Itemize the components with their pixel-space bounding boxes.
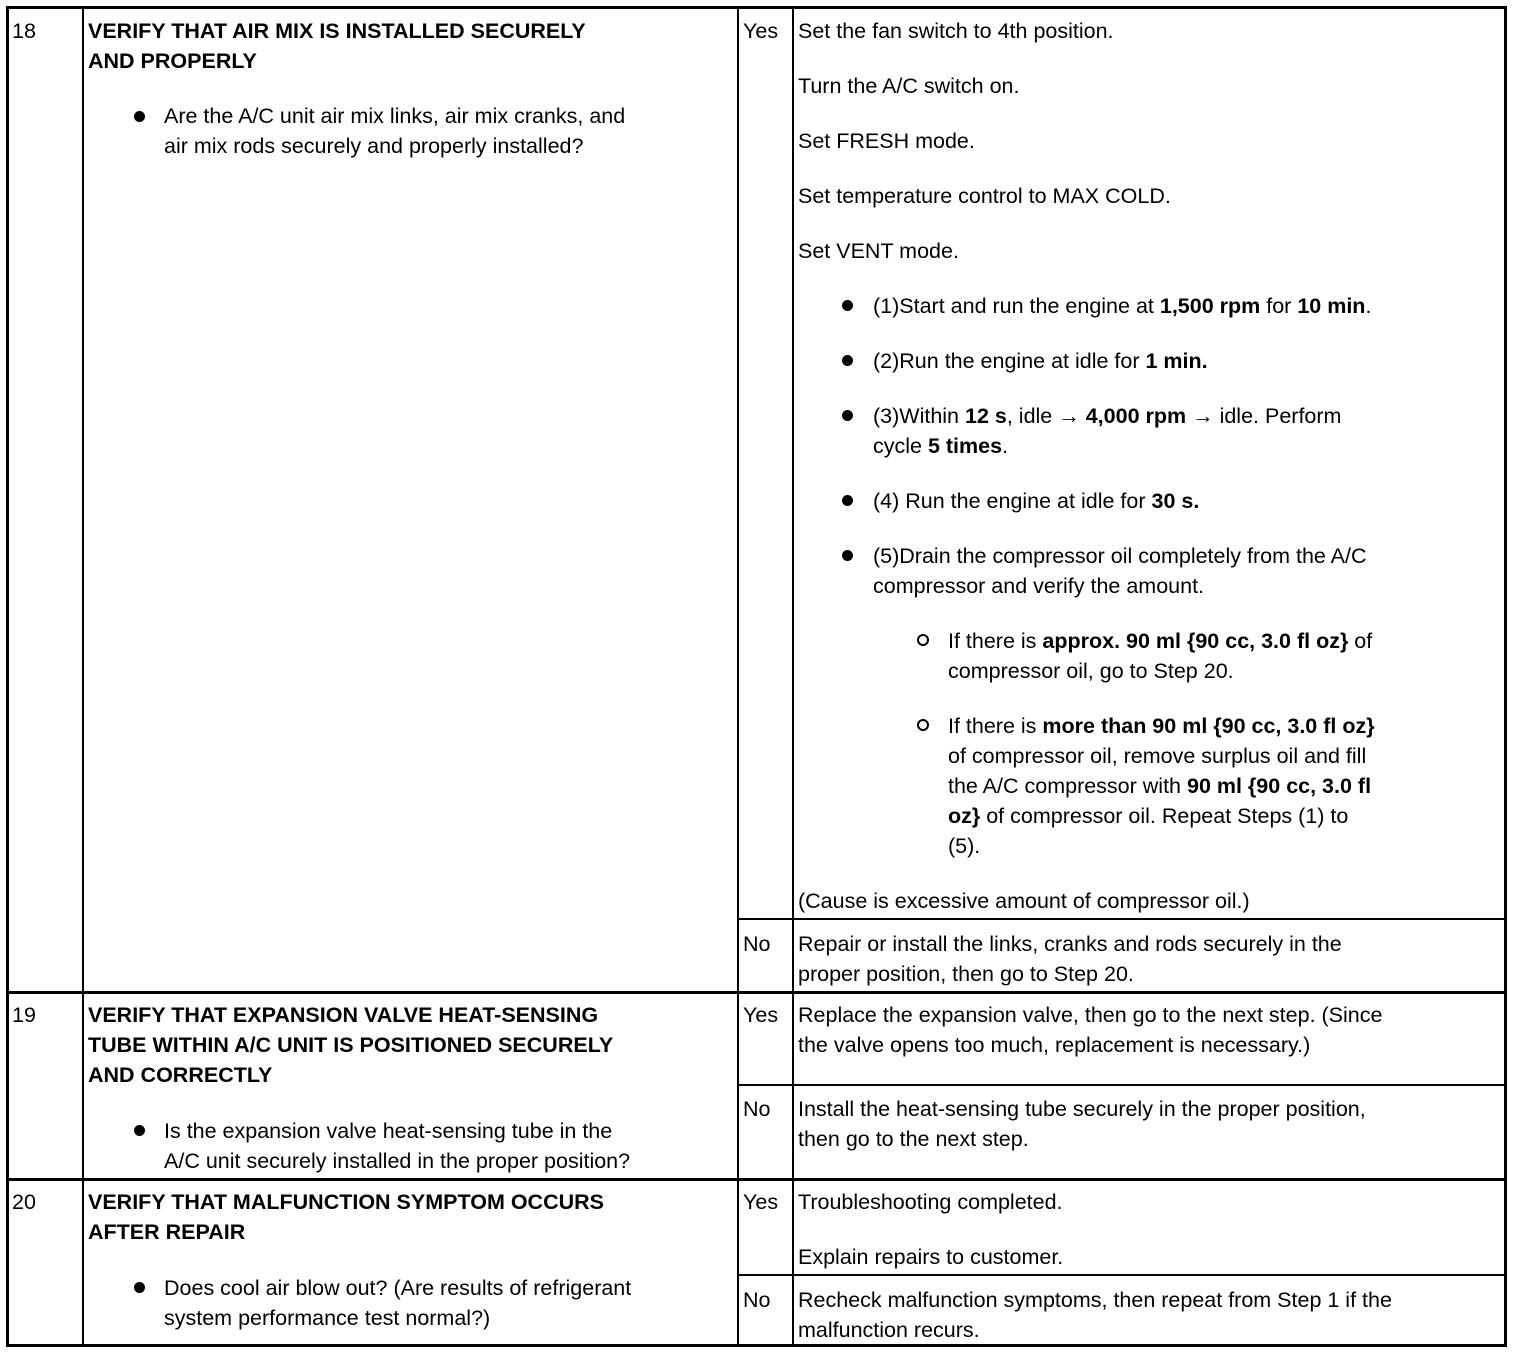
sub-sub-step: the A/C compressor with 90 ml {90 cc, 3.0 fl: [948, 774, 1372, 798]
sub-sub-step: If there is approx. 90 ml {90 cc, 3.0 fl oz} of: [948, 629, 1373, 653]
sub-step: (3)Within 12 s, idle → 4,000 rpm → idle. Perform: [873, 404, 1342, 428]
bullet-icon: [134, 1125, 145, 1136]
sub-step: cycle 5 times.: [873, 434, 1009, 458]
no-label: No: [743, 1097, 771, 1121]
sub-step: (5)Drain the compressor oil completely from the A/C: [873, 544, 1367, 568]
step-title: VERIFY THAT EXPANSION VALVE HEAT-SENSING: [88, 1003, 599, 1027]
row-divider: [9, 1178, 1504, 1181]
no-label: No: [743, 1288, 771, 1312]
step-title: AFTER REPAIR: [88, 1220, 246, 1244]
sub-step: (1)Start and run the engine at 1,500 rpm for 10 min.: [873, 294, 1372, 318]
sub-sub-step: of compressor oil, remove surplus oil and fill: [948, 744, 1367, 768]
column-divider: [737, 9, 739, 1344]
sub-step: compressor and verify the amount.: [873, 574, 1205, 598]
step-number: 18: [12, 19, 36, 43]
column-divider: [82, 9, 84, 1344]
question-text: Is the expansion valve heat-sensing tube in the: [164, 1119, 613, 1143]
cause-note: (Cause is excessive amount of compressor oil.): [798, 889, 1250, 913]
step-title: VERIFY THAT AIR MIX IS INSTALLED SECURELY: [88, 19, 586, 43]
sub-sub-step: If there is more than 90 ml {90 cc, 3.0 fl oz}: [948, 714, 1375, 738]
sub-step: (4) Run the engine at idle for 30 s.: [873, 489, 1200, 513]
step-title: VERIFY THAT MALFUNCTION SYMPTOM OCCURS: [88, 1190, 604, 1214]
row-divider: [737, 1274, 1504, 1276]
sub-sub-step: (5).: [948, 834, 981, 858]
action-text: then go to the next step.: [798, 1127, 1029, 1151]
action-text: Set temperature control to MAX COLD.: [798, 184, 1171, 208]
row-divider: [737, 1084, 1504, 1086]
column-divider: [792, 9, 794, 1344]
action-text: Set the fan switch to 4th position.: [798, 19, 1114, 43]
action-text: Replace the expansion valve, then go to the next step. (Since: [798, 1003, 1383, 1027]
row-divider: [737, 918, 1504, 920]
sub-sub-step: compressor oil, go to Step 20.: [948, 659, 1234, 683]
sub-step: (2)Run the engine at idle for 1 min.: [873, 349, 1208, 373]
action-text: malfunction recurs.: [798, 1318, 980, 1342]
action-text: proper position, then go to Step 20.: [798, 962, 1134, 986]
bullet-icon: [842, 495, 853, 506]
sub-sub-step: oz} of compressor oil. Repeat Steps (1) to: [948, 804, 1349, 828]
bullet-icon: [842, 410, 853, 421]
yes-label: Yes: [743, 1003, 779, 1027]
action-text: Set VENT mode.: [798, 239, 959, 263]
yes-label: Yes: [743, 19, 779, 43]
bullet-icon: [842, 300, 853, 311]
action-text: the valve opens too much, replacement is necessary.): [798, 1033, 1311, 1057]
step-title: AND CORRECTLY: [88, 1063, 273, 1087]
row-divider: [9, 991, 1504, 994]
bullet-icon: [134, 111, 145, 122]
question-text: system performance test normal?): [164, 1306, 491, 1330]
circle-bullet-icon: [917, 634, 929, 646]
step-title: TUBE WITHIN A/C UNIT IS POSITIONED SECURELY: [88, 1033, 614, 1057]
action-text: Repair or install the links, cranks and rods securely in the: [798, 932, 1342, 956]
action-text: Install the heat-sensing tube securely in the proper position,: [798, 1097, 1366, 1121]
bullet-icon: [134, 1282, 145, 1293]
bullet-icon: [842, 550, 853, 561]
action-text: Troubleshooting completed.: [798, 1190, 1063, 1214]
action-text: Set FRESH mode.: [798, 129, 975, 153]
bullet-icon: [842, 355, 853, 366]
action-text: Turn the A/C switch on.: [798, 74, 1020, 98]
step-title: AND PROPERLY: [88, 49, 257, 73]
question-text: air mix rods securely and properly installed?: [164, 134, 584, 158]
action-text: Explain repairs to customer.: [798, 1245, 1064, 1269]
troubleshooting-table: [6, 6, 1507, 1347]
circle-bullet-icon: [917, 719, 929, 731]
question-text: Are the A/C unit air mix links, air mix cranks, and: [164, 104, 626, 128]
action-text: Recheck malfunction symptoms, then repeat from Step 1 if the: [798, 1288, 1392, 1312]
step-number: 19: [12, 1003, 36, 1027]
step-number: 20: [12, 1190, 36, 1214]
no-label: No: [743, 932, 771, 956]
question-text: A/C unit securely installed in the proper position?: [164, 1149, 631, 1173]
question-text: Does cool air blow out? (Are results of refrigerant: [164, 1276, 632, 1300]
yes-label: Yes: [743, 1190, 779, 1214]
